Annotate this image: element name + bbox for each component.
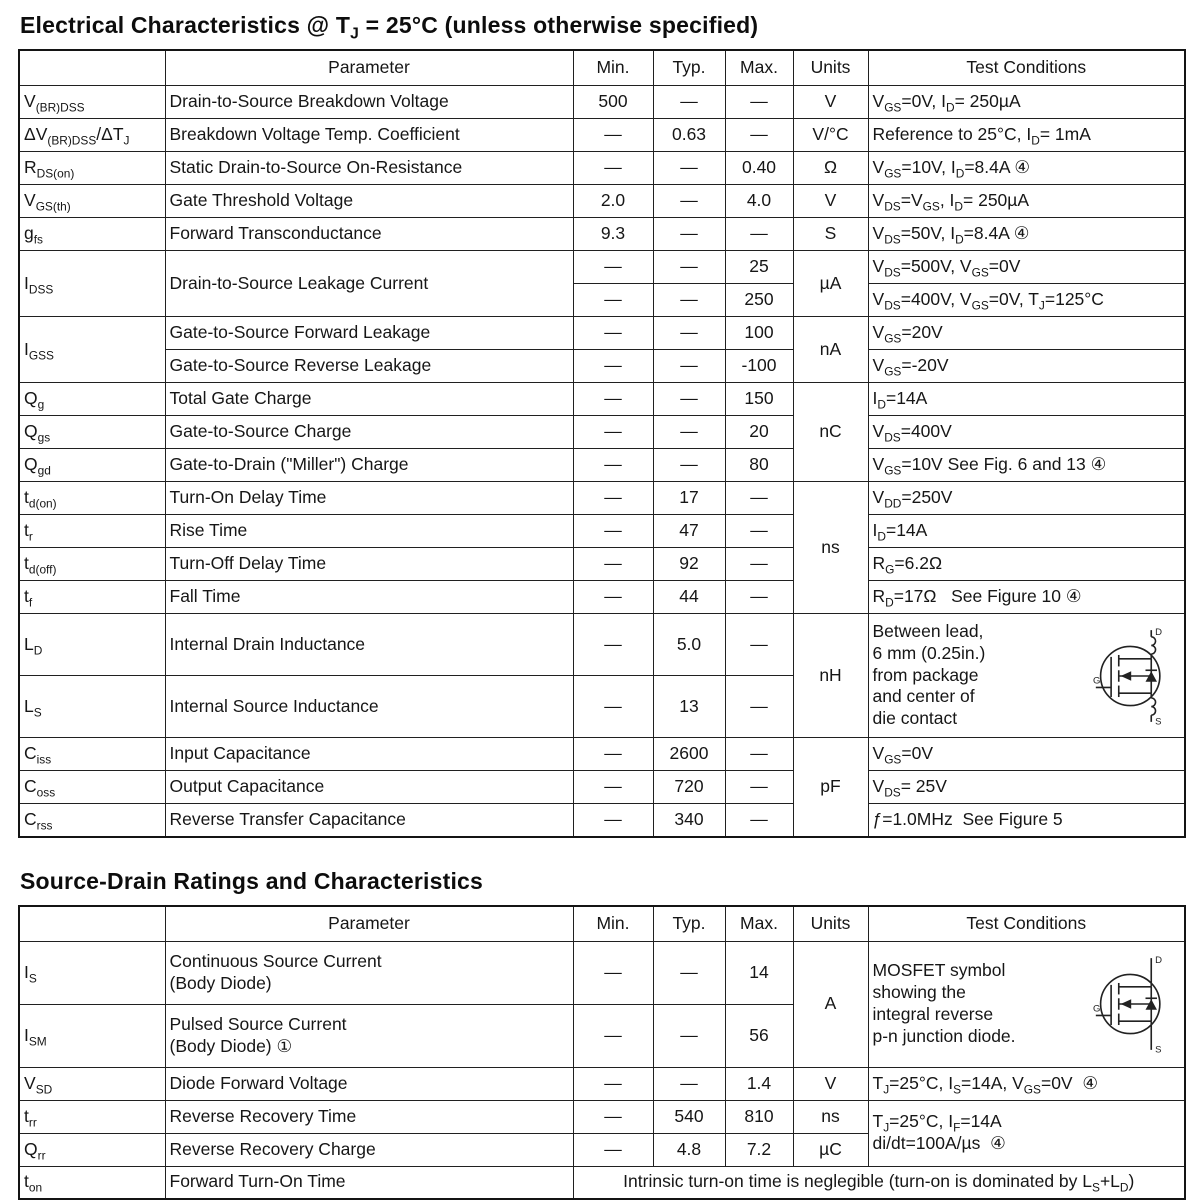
units-cell: V [793, 86, 868, 119]
value-cell: — [653, 449, 725, 482]
mosfet-body-diode-symbol [1092, 952, 1178, 1056]
value-cell: — [573, 482, 653, 515]
svg-text:S: S [1155, 716, 1162, 728]
test-conditions-cell [868, 941, 1185, 1067]
test-conditions-cell: $T_J=25^\circ C$, $I_F=14A$ di/dt=100A/µs ④ [868, 1100, 1185, 1166]
symbol-cell: $R_{DS(on)}$ [19, 152, 165, 185]
units-cell: ns [793, 1100, 868, 1133]
value-cell: — [725, 771, 793, 804]
value-cell: — [653, 152, 725, 185]
symbol-cell: $V_{SD}$ [19, 1067, 165, 1100]
parameter-cell: Reverse Recovery Time [165, 1100, 573, 1133]
parameter-cell: Gate-to-Source Charge [165, 416, 573, 449]
value-cell: 25 [725, 251, 793, 284]
test-conditions-cell: $V_{DS}=400V$ [868, 416, 1185, 449]
test-conditions-cell: $I_D=14A$ [868, 383, 1185, 416]
table-row [19, 1100, 1185, 1133]
value-cell: — [573, 1004, 653, 1067]
value-cell: — [573, 1133, 653, 1166]
value-cell: — [573, 738, 653, 771]
units-cell: V [793, 185, 868, 218]
value-cell: — [573, 383, 653, 416]
test-conditions-cell: $V_{GS}=10V$ See Fig. 6 and 13 ④ [868, 449, 1185, 482]
note-cell: Intrinsic turn-on time is neglegible (turn-on is dominated by $L_S+L_D$) [573, 1166, 1185, 1199]
symbol-cell: $t_{d(off)}$ [19, 548, 165, 581]
value-cell: — [573, 284, 653, 317]
column-header: Test Conditions [868, 50, 1185, 86]
table-row [19, 185, 1185, 218]
value-cell: 47 [653, 515, 725, 548]
parameter-cell: Continuous Source Current (Body Diode) [165, 941, 573, 1004]
value-cell: 9.3 [573, 218, 653, 251]
column-header: Typ. [653, 50, 725, 86]
table-row [19, 548, 1185, 581]
value-cell: — [653, 185, 725, 218]
units-cell: nA [793, 317, 868, 383]
value-cell: 5.0 [653, 614, 725, 676]
column-header [19, 906, 165, 942]
parameter-cell: Gate Threshold Voltage [165, 185, 573, 218]
test-conditions-cell: $V_{DS}=400V$, $V_{GS}=0V$, $T_J=125^\circ C$ [868, 284, 1185, 317]
symbol-cell: $I_{DSS}$ [19, 251, 165, 317]
svg-text:G: G [1092, 1003, 1101, 1015]
units-cell: µA [793, 251, 868, 317]
test-conditions-cell: $V_{DD}=250V$ [868, 482, 1185, 515]
symbol-cell: $C_{iss}$ [19, 738, 165, 771]
value-cell: — [725, 515, 793, 548]
source-drain-table [18, 905, 1186, 1200]
value-cell: — [573, 676, 653, 738]
value-cell: -100 [725, 350, 793, 383]
value-cell: — [573, 941, 653, 1004]
test-conditions-cell: $V_{GS}=0V$ [868, 738, 1185, 771]
test-conditions-text: MOSFET symbol showing the integral reverse p-n junction diode. [872, 960, 1016, 1046]
parameter-cell: Drain-to-Source Leakage Current [165, 251, 573, 317]
svg-text:D: D [1155, 954, 1162, 966]
parameter-cell: Diode Forward Voltage [165, 1067, 573, 1100]
value-cell: — [653, 218, 725, 251]
value-cell: 500 [573, 86, 653, 119]
value-cell: 4.8 [653, 1133, 725, 1166]
column-header: Typ. [653, 906, 725, 942]
symbol-cell: $t_{rr}$ [19, 1100, 165, 1133]
table-row [19, 449, 1185, 482]
table-row [19, 738, 1185, 771]
test-conditions-cell: $V_{GS}=0V$, $I_D= 250\mu A$ [868, 86, 1185, 119]
symbol-cell: $C_{oss}$ [19, 771, 165, 804]
table-row [19, 482, 1185, 515]
symbol-cell: $t_{on}$ [19, 1166, 165, 1199]
test-conditions-cell: $V_{DS}= 25V$ [868, 771, 1185, 804]
table-row [19, 119, 1185, 152]
value-cell: 7.2 [725, 1133, 793, 1166]
value-cell: — [725, 86, 793, 119]
column-header: Test Conditions [868, 906, 1185, 942]
column-header: Units [793, 50, 868, 86]
value-cell: — [653, 1067, 725, 1100]
value-cell: — [725, 614, 793, 676]
value-cell: — [725, 676, 793, 738]
parameter-cell: Gate-to-Source Forward Leakage [165, 317, 573, 350]
value-cell: 0.63 [653, 119, 725, 152]
symbol-cell: $t_{d(on)}$ [19, 482, 165, 515]
parameter-cell: Fall Time [165, 581, 573, 614]
parameter-cell: Rise Time [165, 515, 573, 548]
value-cell: — [725, 119, 793, 152]
column-header: Max. [725, 50, 793, 86]
value-cell: — [573, 581, 653, 614]
value-cell: 80 [725, 449, 793, 482]
value-cell: 250 [725, 284, 793, 317]
value-cell: — [573, 152, 653, 185]
parameter-cell: Internal Source Inductance [165, 676, 573, 738]
value-cell: — [725, 218, 793, 251]
test-conditions-cell: Reference to 25°C, $I_D= 1mA$ [868, 119, 1185, 152]
value-cell: — [573, 804, 653, 837]
table-row [19, 383, 1185, 416]
table-row [19, 416, 1185, 449]
value-cell: 100 [725, 317, 793, 350]
column-header: Min. [573, 906, 653, 942]
units-cell: A [793, 941, 868, 1067]
table-row [19, 614, 1185, 676]
test-conditions-cell: $V_{GS}=10V$, $I_D=8.4A$ ④ [868, 152, 1185, 185]
table-row [19, 1166, 1185, 1199]
svg-text:G: G [1092, 675, 1101, 687]
parameter-cell: Forward Turn-On Time [165, 1166, 573, 1199]
value-cell: 150 [725, 383, 793, 416]
units-cell: pF [793, 738, 868, 837]
symbol-cell: $Q_{rr}$ [19, 1133, 165, 1166]
page-title-source-drain: Source-Drain Ratings and Characteristics [20, 867, 484, 894]
symbol-cell: $Q_{gd}$ [19, 449, 165, 482]
units-cell: S [793, 218, 868, 251]
value-cell: — [725, 482, 793, 515]
value-cell: — [653, 941, 725, 1004]
value-cell: — [653, 383, 725, 416]
value-cell: — [573, 449, 653, 482]
table-row [19, 86, 1185, 119]
units-cell: nH [793, 614, 868, 738]
value-cell: 17 [653, 482, 725, 515]
value-cell: — [573, 350, 653, 383]
parameter-cell: Forward Transconductance [165, 218, 573, 251]
value-cell: — [653, 317, 725, 350]
value-cell: 92 [653, 548, 725, 581]
table-header-row [19, 906, 1185, 942]
test-conditions-text: Between lead, 6 mm (0.25in.) from package and center of die contact [872, 620, 986, 729]
test-conditions-cell: $T_J=25^\circ C$, $I_S=14A$, $V_{GS}=0V$ ④ [868, 1067, 1185, 1100]
parameter-cell: Gate-to-Source Reverse Leakage [165, 350, 573, 383]
column-header [19, 50, 165, 86]
value-cell: 0.40 [725, 152, 793, 185]
table-row [19, 218, 1185, 251]
parameter-cell: Pulsed Source Current (Body Diode) ① [165, 1004, 573, 1067]
test-conditions-cell: $R_G=6.2\Omega$ [868, 548, 1185, 581]
value-cell: 340 [653, 804, 725, 837]
value-cell: 1.4 [725, 1067, 793, 1100]
column-header: Units [793, 906, 868, 942]
value-cell: — [573, 251, 653, 284]
parameter-cell: Breakdown Voltage Temp. Coefficient [165, 119, 573, 152]
table-row [19, 317, 1185, 350]
parameter-cell: Gate-to-Drain ("Miller") Charge [165, 449, 573, 482]
table-row [19, 1067, 1185, 1100]
value-cell: — [573, 548, 653, 581]
symbol-cell: $g_{fs}$ [19, 218, 165, 251]
symbol-cell: $Q_{gs}$ [19, 416, 165, 449]
symbol-cell: $L_D$ [19, 614, 165, 676]
value-cell: — [573, 119, 653, 152]
value-cell: — [573, 1067, 653, 1100]
test-conditions-cell: $V_{DS}=50V$, $I_D=8.4A$ ④ [868, 218, 1185, 251]
value-cell: 540 [653, 1100, 725, 1133]
value-cell: — [725, 804, 793, 837]
parameter-cell: Total Gate Charge [165, 383, 573, 416]
parameter-cell: Reverse Recovery Charge [165, 1133, 573, 1166]
table-row [19, 152, 1185, 185]
value-cell: 810 [725, 1100, 793, 1133]
parameter-cell: Reverse Transfer Capacitance [165, 804, 573, 837]
units-cell: ns [793, 482, 868, 614]
table-row [19, 515, 1185, 548]
value-cell: 2.0 [573, 185, 653, 218]
test-conditions-cell: $I_D=14A$ [868, 515, 1185, 548]
table-row [19, 251, 1185, 284]
value-cell: — [653, 86, 725, 119]
value-cell: — [725, 581, 793, 614]
value-cell: — [653, 1004, 725, 1067]
test-conditions-cell [868, 614, 1185, 738]
symbol-cell: $I_S$ [19, 941, 165, 1004]
symbol-cell: $t_f$ [19, 581, 165, 614]
test-conditions-cell: $V_{GS}=20V$ [868, 317, 1185, 350]
test-conditions-cell: $V_{GS}=-20V$ [868, 350, 1185, 383]
symbol-cell: $Q_g$ [19, 383, 165, 416]
value-cell: — [573, 317, 653, 350]
table-row [19, 804, 1185, 837]
value-cell: — [653, 416, 725, 449]
mosfet-inductance-symbol [1092, 624, 1178, 728]
units-cell: Ω [793, 152, 868, 185]
value-cell: 2600 [653, 738, 725, 771]
parameter-cell: Output Capacitance [165, 771, 573, 804]
value-cell: — [573, 614, 653, 676]
value-cell: 14 [725, 941, 793, 1004]
value-cell: 720 [653, 771, 725, 804]
value-cell: 44 [653, 581, 725, 614]
table-row [19, 941, 1185, 1004]
table-header-row [19, 50, 1185, 86]
symbol-cell: $\Delta V_{(BR)DSS}/\Delta T_J$ [19, 119, 165, 152]
symbol-cell: $I_{GSS}$ [19, 317, 165, 383]
units-cell: V [793, 1067, 868, 1100]
table-row [19, 771, 1185, 804]
value-cell: — [725, 738, 793, 771]
units-cell: V/°C [793, 119, 868, 152]
parameter-cell: Input Capacitance [165, 738, 573, 771]
symbol-cell: $V_{GS(th)}$ [19, 185, 165, 218]
test-conditions-cell: $V_{DS}=V_{GS}$, $I_D= 250\mu A$ [868, 185, 1185, 218]
symbol-cell: $t_r$ [19, 515, 165, 548]
value-cell: 13 [653, 676, 725, 738]
svg-text:D: D [1155, 626, 1162, 638]
value-cell: — [573, 1100, 653, 1133]
symbol-cell: $C_{rss}$ [19, 804, 165, 837]
value-cell: 4.0 [725, 185, 793, 218]
symbol-cell: $V_{(BR)DSS}$ [19, 86, 165, 119]
table-row [19, 581, 1185, 614]
value-cell: — [573, 416, 653, 449]
parameter-cell: Static Drain-to-Source On-Resistance [165, 152, 573, 185]
units-cell: nC [793, 383, 868, 482]
test-conditions-cell: $V_{DS}=500V$, $V_{GS}=0V$ [868, 251, 1185, 284]
column-header: Max. [725, 906, 793, 942]
value-cell: — [573, 515, 653, 548]
table-row [19, 350, 1185, 383]
value-cell: — [653, 284, 725, 317]
column-header: Parameter [165, 906, 573, 942]
parameter-cell: Turn-Off Delay Time [165, 548, 573, 581]
value-cell: 20 [725, 416, 793, 449]
value-cell: 56 [725, 1004, 793, 1067]
parameter-cell: Internal Drain Inductance [165, 614, 573, 676]
parameter-cell: Turn-On Delay Time [165, 482, 573, 515]
parameter-cell: Drain-to-Source Breakdown Voltage [165, 86, 573, 119]
electrical-characteristics-table [18, 49, 1186, 838]
value-cell: — [653, 251, 725, 284]
column-header: Parameter [165, 50, 573, 86]
test-conditions-cell: $R_D=17\Omega$ See Figure 10 ④ [868, 581, 1185, 614]
symbol-cell: $I_{SM}$ [19, 1004, 165, 1067]
value-cell: — [725, 548, 793, 581]
units-cell: µC [793, 1133, 868, 1166]
column-header: Min. [573, 50, 653, 86]
value-cell: — [573, 771, 653, 804]
value-cell: — [653, 350, 725, 383]
svg-text:S: S [1155, 1044, 1162, 1056]
test-conditions-cell: ƒ=1.0MHz See Figure 5 [868, 804, 1185, 837]
page-title-electrical-characteristics: Electrical Characteristics @ $T_J = 25^\circ C$ (unless otherwise specified) [20, 12, 759, 43]
symbol-cell: $L_S$ [19, 676, 165, 738]
